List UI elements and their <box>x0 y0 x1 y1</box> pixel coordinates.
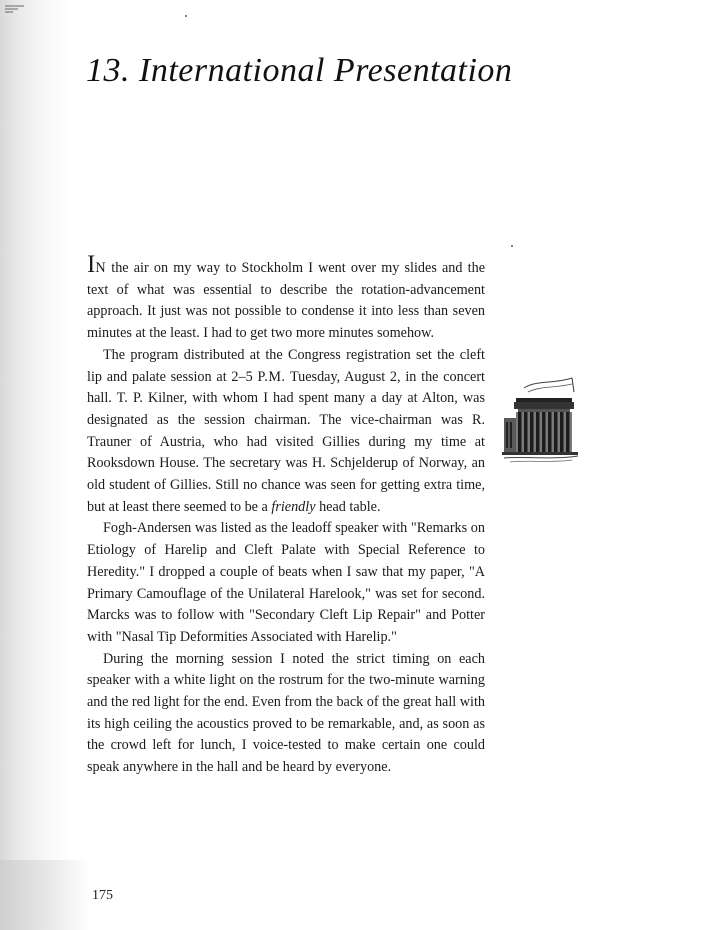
paragraph-text: Tuesday, August 2, in the concert hall. T. P. Kilner, with whom I had spent many a day at Alton, was designated as the session chairman. The vice-chairman was R. Trauner of Austria, who had visited Gillies during my time at Rooksdown House. The secretary was H. Schjelderup of Norway, an old student of Gillies. Still no chance was seen for getting extra time, but at least there seemed to be a <box>87 368 485 515</box>
paragraph-text: head table. <box>315 498 381 515</box>
body-text <box>87 251 485 779</box>
binding-shadow-bottom <box>0 860 90 930</box>
paragraph-text: Fogh-Andersen was listed as the leadoff speaker with "Remarks on Etiology of Harelip and Cleft Palate with Special Reference to Heredity." I dropped a couple of beats when I saw that my paper, "A Primary Camouflage of the Unilateral Harelook," was set for second. Marcks was to follow with "Secondary Cleft Lip Repair" and Potter with "Nasal Tip Deformities Associated with Harelip." <box>87 520 485 645</box>
page-speck <box>185 15 187 17</box>
drop-cap: I <box>87 251 96 278</box>
paragraph-text: the air on my way to Stockholm I went over my slides and the text of what was essential to describe the rotation-advancement approach. It just was not possible to condense it into less than seven minutes at the least. I had to get two more minutes somehow. <box>87 260 485 342</box>
time-abbreviation: P.M. <box>257 368 286 385</box>
chapter-title: 13. International Presentation <box>86 52 513 89</box>
paragraph-3 <box>87 518 485 648</box>
concert-hall-illustration <box>502 374 582 464</box>
italic-word: friendly <box>271 498 316 515</box>
page-number: 175 <box>92 888 113 903</box>
lead-in: N <box>95 260 107 276</box>
paragraph-1 <box>87 251 485 345</box>
page-speck <box>511 245 513 247</box>
paragraph-4 <box>87 649 485 779</box>
paragraph-text: The program distributed at the Congress registration set the cleft lip and palate session at 2–5 <box>87 346 485 385</box>
paragraph-text: During the morning session I noted the strict timing on each speaker with a white light on the rostrum for the two-minute warning and the red light for the end. Even from the back of the great hall with its high ceiling the acoustics proved to be remarkable, and, as soon as the crowd left for lunch, I voice-tested to make certain one could speak anywhere in the hall and be heard by everyone. <box>87 650 485 776</box>
binding-shadow <box>0 0 70 930</box>
corner-scan-mark <box>4 4 26 16</box>
paragraph-2 <box>87 345 485 519</box>
